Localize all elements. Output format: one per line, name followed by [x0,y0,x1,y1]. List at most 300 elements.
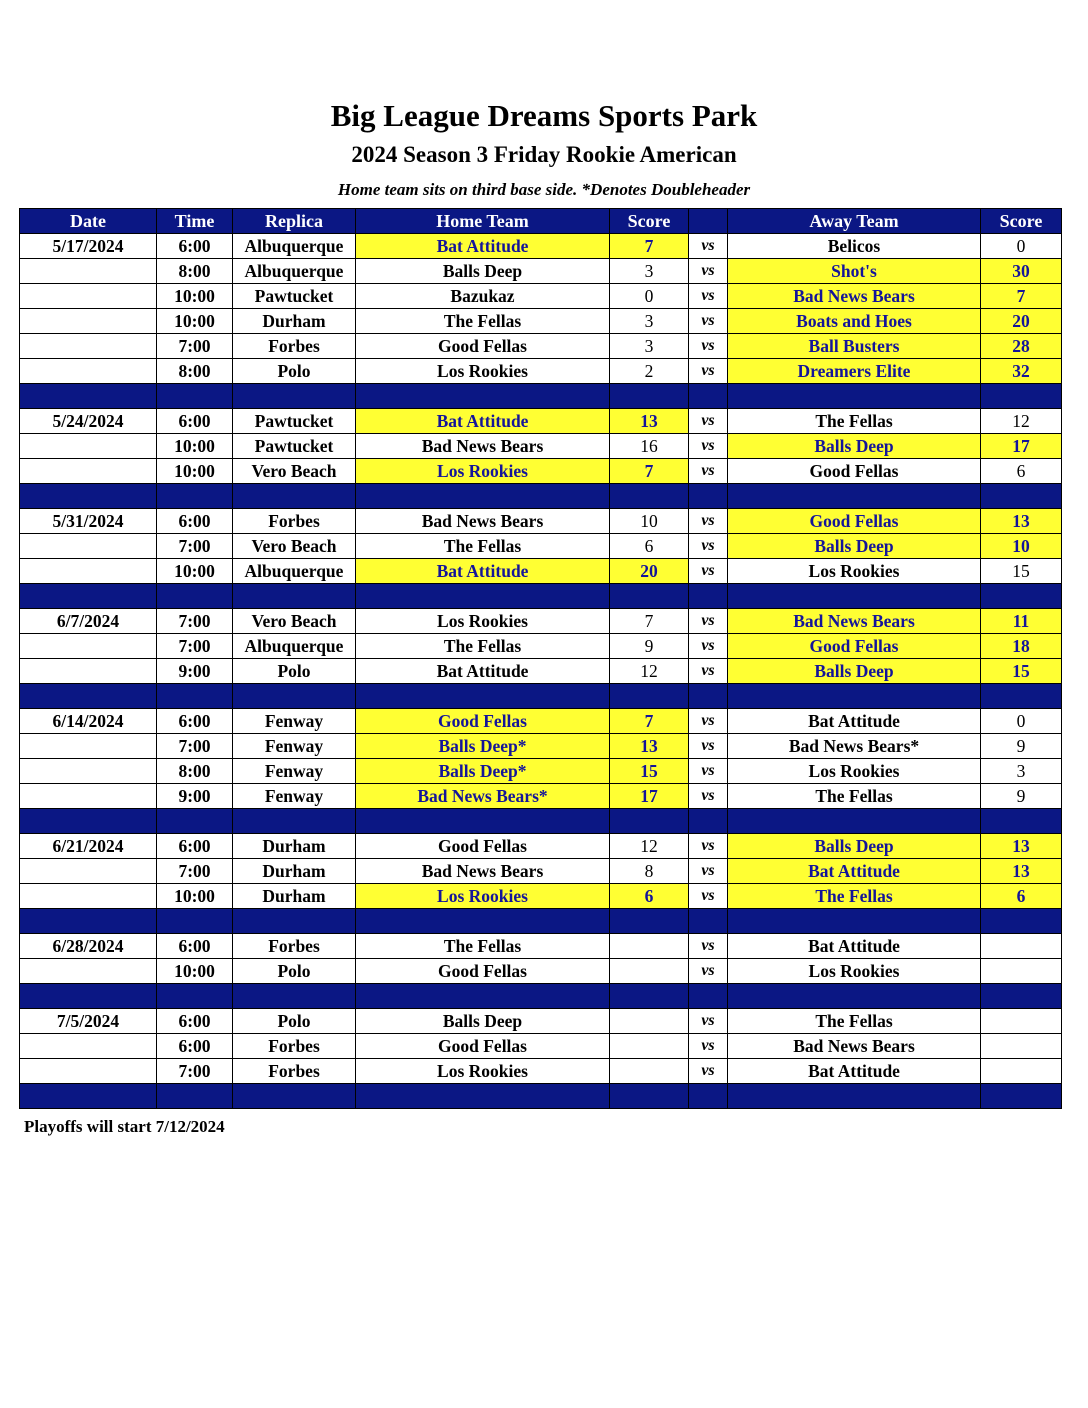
separator-cell [20,1084,157,1109]
home-team-cell: Good Fellas [356,1034,610,1059]
separator-cell [157,984,233,1009]
home-score-cell: 20 [610,559,689,584]
separator-cell [356,584,610,609]
date-cell: 5/24/2024 [20,409,157,434]
replica-cell: Durham [233,884,356,909]
separator-cell [356,809,610,834]
home-team-cell: Balls Deep* [356,759,610,784]
vs-cell: vs [689,709,728,734]
vs-cell: vs [689,784,728,809]
away-team-cell: Boats and Hoes [728,309,981,334]
home-team-cell: Bazukaz [356,284,610,309]
home-team-cell: Good Fellas [356,834,610,859]
vs-cell: vs [689,1059,728,1084]
home-score-cell: 13 [610,734,689,759]
home-score-cell: 6 [610,534,689,559]
home-score-cell: 9 [610,634,689,659]
replica-cell: Polo [233,659,356,684]
home-score-cell: 7 [610,709,689,734]
vs-cell: vs [689,959,728,984]
table-row [20,359,1062,384]
footer-note: Playoffs will start 7/12/2024 [24,1117,225,1136]
home-score-cell: 2 [610,359,689,384]
away-score-cell: 20 [981,309,1062,334]
table-row [20,509,1062,534]
table-row [20,434,1062,459]
home-team-cell: Good Fellas [356,334,610,359]
date-cell [20,784,157,809]
week-separator-row [20,984,1062,1009]
col-away-team: Away Team [728,209,981,234]
schedule-table [19,208,1062,1109]
home-team-cell: The Fellas [356,309,610,334]
separator-cell [157,909,233,934]
replica-cell: Polo [233,959,356,984]
away-score-cell: 15 [981,559,1062,584]
home-score-cell: 0 [610,284,689,309]
vs-cell: vs [689,334,728,359]
time-cell: 8:00 [157,259,233,284]
vs-cell: vs [689,759,728,784]
table-row [20,559,1062,584]
away-score-cell: 18 [981,634,1062,659]
date-cell [20,659,157,684]
date-cell [20,1034,157,1059]
time-cell: 6:00 [157,1034,233,1059]
time-cell: 7:00 [157,609,233,634]
time-cell: 6:00 [157,834,233,859]
col-time: Time [157,209,233,234]
week-separator-row [20,909,1062,934]
away-team-cell: The Fellas [728,409,981,434]
separator-cell [157,484,233,509]
away-score-cell: 13 [981,834,1062,859]
home-score-cell: 7 [610,459,689,484]
replica-cell: Polo [233,359,356,384]
away-score-cell: 32 [981,359,1062,384]
time-cell: 7:00 [157,634,233,659]
replica-cell: Pawtucket [233,284,356,309]
time-cell: 10:00 [157,884,233,909]
separator-cell [20,984,157,1009]
away-team-cell: Belicos [728,234,981,259]
table-row [20,1059,1062,1084]
vs-cell: vs [689,609,728,634]
separator-cell [728,684,981,709]
table-row [20,409,1062,434]
vs-cell: vs [689,859,728,884]
away-score-cell [981,1009,1062,1034]
home-score-cell: 12 [610,834,689,859]
replica-cell: Forbes [233,934,356,959]
table-row [20,834,1062,859]
home-score-cell: 8 [610,859,689,884]
time-cell: 10:00 [157,284,233,309]
separator-cell [728,484,981,509]
replica-cell: Vero Beach [233,534,356,559]
home-score-cell [610,1034,689,1059]
away-score-cell [981,934,1062,959]
separator-cell [157,384,233,409]
away-score-cell [981,1059,1062,1084]
time-cell: 7:00 [157,859,233,884]
vs-cell: vs [689,409,728,434]
away-score-cell: 6 [981,459,1062,484]
time-cell: 6:00 [157,509,233,534]
replica-cell: Polo [233,1009,356,1034]
col-home-score: Score [610,209,689,234]
separator-cell [20,384,157,409]
away-team-cell: Bat Attitude [728,1059,981,1084]
away-team-cell: The Fellas [728,884,981,909]
separator-cell [233,809,356,834]
away-team-cell: The Fellas [728,784,981,809]
replica-cell: Forbes [233,509,356,534]
away-team-cell: Balls Deep [728,659,981,684]
away-team-cell: Balls Deep [728,834,981,859]
date-cell [20,534,157,559]
separator-cell [356,684,610,709]
home-team-cell: Bad News Bears [356,859,610,884]
col-vs [689,209,728,234]
away-score-cell: 10 [981,534,1062,559]
table-row [20,759,1062,784]
replica-cell: Fenway [233,759,356,784]
away-score-cell: 3 [981,759,1062,784]
away-team-cell: Bad News Bears [728,1034,981,1059]
separator-cell [981,909,1062,934]
time-cell: 10:00 [157,434,233,459]
time-cell: 10:00 [157,559,233,584]
separator-cell [356,384,610,409]
away-team-cell: Los Rookies [728,959,981,984]
separator-cell [233,684,356,709]
time-cell: 7:00 [157,534,233,559]
table-row [20,1034,1062,1059]
separator-cell [981,384,1062,409]
date-cell [20,284,157,309]
home-team-cell: Los Rookies [356,884,610,909]
home-score-cell [610,959,689,984]
home-team-cell: Balls Deep [356,259,610,284]
home-team-cell: Bat Attitude [356,559,610,584]
schedule-body [20,234,1062,1109]
header-note: Home team sits on third base side. *Denotes Doubleheader [337,180,751,199]
separator-cell [233,584,356,609]
away-team-cell: Los Rookies [728,759,981,784]
away-team-cell: Los Rookies [728,559,981,584]
table-row [20,234,1062,259]
date-cell [20,884,157,909]
vs-cell: vs [689,559,728,584]
away-team-cell: Good Fellas [728,459,981,484]
date-cell: 6/21/2024 [20,834,157,859]
separator-cell [610,984,689,1009]
away-score-cell: 15 [981,659,1062,684]
home-team-cell: Balls Deep [356,1009,610,1034]
separator-cell [20,484,157,509]
separator-cell [981,584,1062,609]
time-cell: 10:00 [157,959,233,984]
table-row [20,709,1062,734]
home-score-cell [610,1059,689,1084]
vs-cell: vs [689,634,728,659]
away-team-cell: Balls Deep [728,434,981,459]
header-row [20,209,1062,234]
time-cell: 7:00 [157,734,233,759]
away-team-cell: Bad News Bears [728,609,981,634]
separator-cell [689,909,728,934]
date-cell: 6/7/2024 [20,609,157,634]
table-row [20,734,1062,759]
separator-cell [610,384,689,409]
away-score-cell: 7 [981,284,1062,309]
page-subtitle: 2024 Season 3 Friday Rookie American [351,142,737,167]
replica-cell: Albuquerque [233,234,356,259]
time-cell: 9:00 [157,784,233,809]
home-team-cell: Los Rookies [356,359,610,384]
separator-cell [728,1084,981,1109]
home-team-cell: Balls Deep* [356,734,610,759]
replica-cell: Forbes [233,1034,356,1059]
vs-cell: vs [689,734,728,759]
replica-cell: Pawtucket [233,409,356,434]
home-team-cell: Bad News Bears* [356,784,610,809]
home-team-cell: The Fellas [356,634,610,659]
separator-cell [689,684,728,709]
home-score-cell: 17 [610,784,689,809]
vs-cell: vs [689,359,728,384]
home-score-cell: 7 [610,234,689,259]
col-away-score: Score [981,209,1062,234]
time-cell: 6:00 [157,234,233,259]
away-score-cell: 0 [981,234,1062,259]
separator-cell [610,584,689,609]
table-row [20,609,1062,634]
away-team-cell: Bat Attitude [728,709,981,734]
home-score-cell: 16 [610,434,689,459]
week-separator-row [20,384,1062,409]
time-cell: 9:00 [157,659,233,684]
replica-cell: Durham [233,859,356,884]
table-row [20,884,1062,909]
home-team-cell: The Fellas [356,534,610,559]
table-row [20,259,1062,284]
away-team-cell: Bat Attitude [728,934,981,959]
away-score-cell [981,959,1062,984]
separator-cell [728,909,981,934]
separator-cell [610,1084,689,1109]
replica-cell: Pawtucket [233,434,356,459]
separator-cell [981,984,1062,1009]
separator-cell [20,909,157,934]
date-cell [20,634,157,659]
table-row [20,959,1062,984]
away-score-cell: 12 [981,409,1062,434]
separator-cell [689,1084,728,1109]
date-cell [20,559,157,584]
home-score-cell: 3 [610,334,689,359]
separator-cell [728,984,981,1009]
away-score-cell: 6 [981,884,1062,909]
vs-cell: vs [689,834,728,859]
replica-cell: Durham [233,309,356,334]
table-row [20,1009,1062,1034]
separator-cell [157,809,233,834]
separator-cell [233,1084,356,1109]
date-cell: 5/17/2024 [20,234,157,259]
replica-cell: Fenway [233,709,356,734]
away-score-cell: 13 [981,509,1062,534]
week-separator-row [20,584,1062,609]
separator-cell [981,1084,1062,1109]
separator-cell [689,584,728,609]
table-row [20,659,1062,684]
date-cell [20,959,157,984]
table-row [20,784,1062,809]
home-team-cell: Bat Attitude [356,409,610,434]
week-separator-row [20,809,1062,834]
date-cell [20,734,157,759]
separator-cell [157,684,233,709]
separator-cell [233,384,356,409]
away-team-cell: Ball Busters [728,334,981,359]
home-team-cell: Los Rookies [356,459,610,484]
away-team-cell: Bad News Bears [728,284,981,309]
table-row [20,284,1062,309]
home-team-cell: Bat Attitude [356,234,610,259]
home-team-cell: Los Rookies [356,1059,610,1084]
vs-cell: vs [689,534,728,559]
away-score-cell: 30 [981,259,1062,284]
time-cell: 10:00 [157,459,233,484]
col-home-team: Home Team [356,209,610,234]
home-score-cell: 6 [610,884,689,909]
date-cell: 6/28/2024 [20,934,157,959]
replica-cell: Durham [233,834,356,859]
home-score-cell: 13 [610,409,689,434]
table-row [20,634,1062,659]
table-row [20,534,1062,559]
date-cell [20,434,157,459]
vs-cell: vs [689,434,728,459]
time-cell: 8:00 [157,359,233,384]
away-team-cell: Shot's [728,259,981,284]
date-cell: 6/14/2024 [20,709,157,734]
away-team-cell: Good Fellas [728,509,981,534]
home-score-cell: 10 [610,509,689,534]
separator-cell [981,484,1062,509]
separator-cell [20,584,157,609]
vs-cell: vs [689,259,728,284]
week-separator-row [20,1084,1062,1109]
separator-cell [689,484,728,509]
separator-cell [981,684,1062,709]
time-cell: 8:00 [157,759,233,784]
away-team-cell: The Fellas [728,1009,981,1034]
date-cell [20,309,157,334]
table-row [20,309,1062,334]
time-cell: 7:00 [157,334,233,359]
vs-cell: vs [689,1034,728,1059]
replica-cell: Vero Beach [233,609,356,634]
away-team-cell: Dreamers Elite [728,359,981,384]
home-team-cell: Good Fellas [356,709,610,734]
time-cell: 6:00 [157,409,233,434]
separator-cell [689,984,728,1009]
away-score-cell: 11 [981,609,1062,634]
away-team-cell: Balls Deep [728,534,981,559]
replica-cell: Albuquerque [233,559,356,584]
away-team-cell: Good Fellas [728,634,981,659]
home-score-cell: 3 [610,259,689,284]
separator-cell [728,584,981,609]
vs-cell: vs [689,234,728,259]
vs-cell: vs [689,659,728,684]
time-cell: 10:00 [157,309,233,334]
date-cell [20,859,157,884]
away-score-cell: 9 [981,784,1062,809]
separator-cell [20,684,157,709]
vs-cell: vs [689,459,728,484]
vs-cell: vs [689,934,728,959]
separator-cell [233,484,356,509]
table-row [20,934,1062,959]
date-cell [20,259,157,284]
separator-cell [157,1084,233,1109]
table-row [20,859,1062,884]
time-cell: 6:00 [157,934,233,959]
home-team-cell: The Fellas [356,934,610,959]
separator-cell [610,909,689,934]
date-cell: 5/31/2024 [20,509,157,534]
away-team-cell: Bad News Bears* [728,734,981,759]
date-cell [20,459,157,484]
time-cell: 6:00 [157,709,233,734]
home-team-cell: Good Fellas [356,959,610,984]
separator-cell [20,809,157,834]
separator-cell [356,484,610,509]
date-cell [20,334,157,359]
date-cell [20,359,157,384]
date-cell [20,759,157,784]
replica-cell: Albuquerque [233,259,356,284]
replica-cell: Albuquerque [233,634,356,659]
home-score-cell: 12 [610,659,689,684]
separator-cell [689,809,728,834]
vs-cell: vs [689,309,728,334]
replica-cell: Vero Beach [233,459,356,484]
col-date: Date [20,209,157,234]
separator-cell [728,809,981,834]
away-score-cell: 0 [981,709,1062,734]
away-score-cell: 17 [981,434,1062,459]
separator-cell [728,384,981,409]
date-cell [20,1059,157,1084]
home-score-cell [610,934,689,959]
table-row [20,459,1062,484]
col-replica: Replica [233,209,356,234]
home-team-cell: Bad News Bears [356,509,610,534]
replica-cell: Forbes [233,1059,356,1084]
home-score-cell: 15 [610,759,689,784]
page-title: Big League Dreams Sports Park [330,98,758,133]
vs-cell: vs [689,1009,728,1034]
away-team-cell: Bat Attitude [728,859,981,884]
home-team-cell: Los Rookies [356,609,610,634]
away-score-cell: 13 [981,859,1062,884]
separator-cell [981,809,1062,834]
